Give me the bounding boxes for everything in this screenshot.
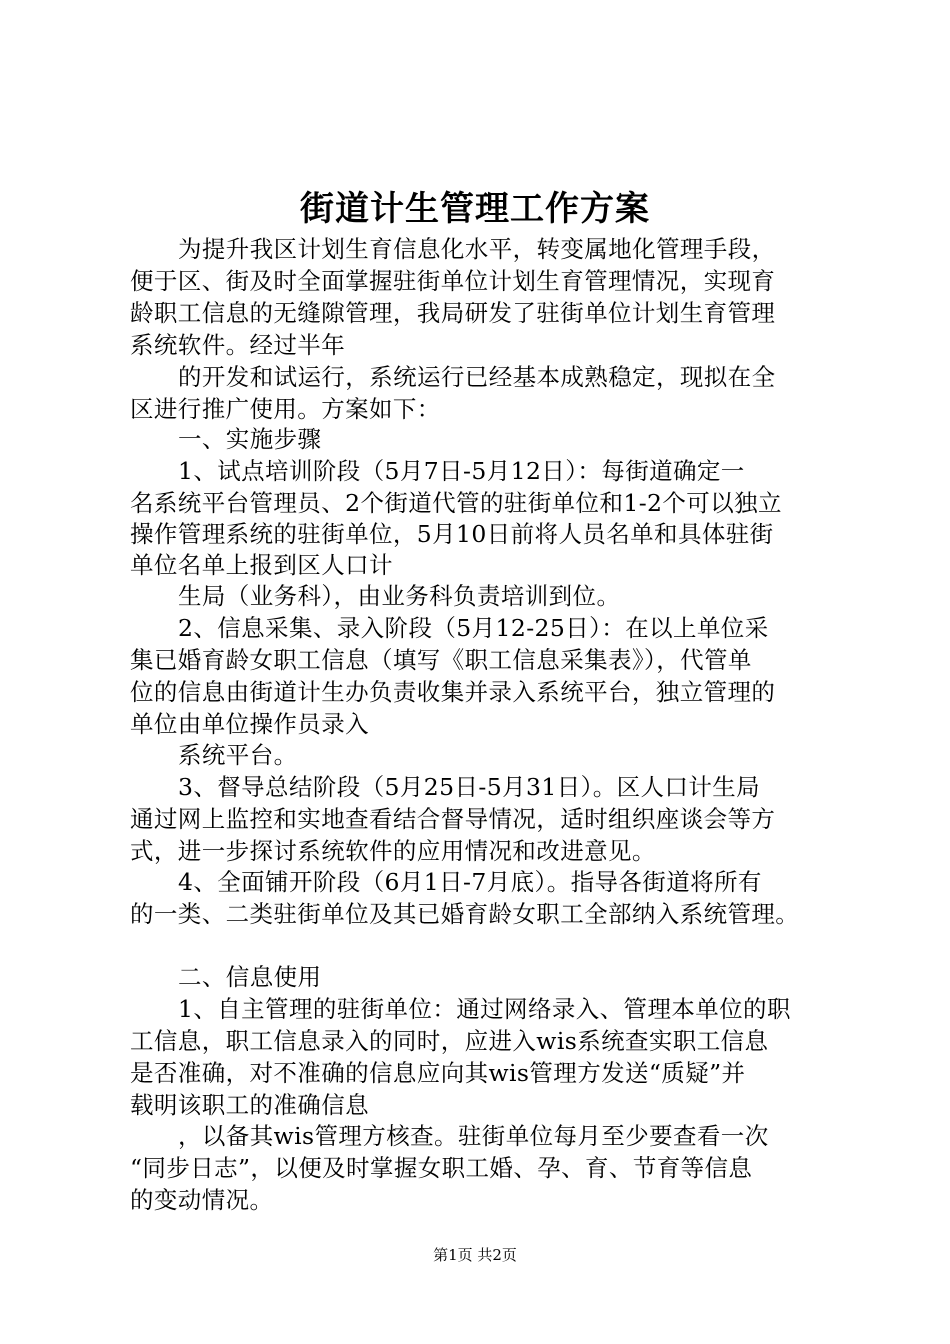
paragraph-line: 通过网上监控和实地查看结合督导情况，适时组织座谈会等方 [130,805,776,833]
paragraph-line: 2、信息采集、录入阶段（5月12-25日）：在以上单位采 [178,614,769,642]
paragraph-line: 生局（业务科），由业务科负责培训到位。 [178,582,621,610]
paragraph-line: 操作管理系统的驻街单位，5月10日前将人员名单和具体驻街 [130,520,774,548]
paragraph-line: 集已婚育龄女职工信息（填写《职工信息采集表》），代管单 [130,646,752,674]
paragraph-line: 便于区、街及时全面掌握驻街单位计划生育管理情况，实现育 [130,267,776,295]
paragraph-line: 区进行推广使用。方案如下： [130,395,441,423]
paragraph-line: 3、督导总结阶段（5月25日-5月31日）。区人口计生局 [178,773,761,801]
paragraph-line: 1、试点培训阶段（5月7日-5月12日）：每街道确定一 [178,457,745,485]
paragraph-line: 是否准确，对不准确的信息应向其wis管理方发送“质疑”并 [130,1059,746,1087]
section-heading: 一、实施步骤 [178,425,322,453]
paragraph-line: 名系统平台管理员、2个街道代管的驻街单位和1-2个可以独立 [130,489,782,517]
paragraph-line: 4、全面铺开阶段（6月1日-7月底）。指导各街道将所有 [178,868,762,896]
paragraph-line: 系统软件。经过半年 [130,331,346,359]
paragraph-line: 位的信息由街道计生办负责收集并录入系统平台，独立管理的 [130,678,776,706]
paragraph-line: 系统平台。 [178,741,298,769]
document-title: 街道计生管理工作方案 [300,189,650,229]
paragraph-line: 单位名单上报到区人口计 [130,551,393,579]
paragraph-line: 的开发和试运行，系统运行已经基本成熟稳定，现拟在全 [178,363,776,391]
paragraph-line: 载明该职工的准确信息 [130,1091,369,1119]
paragraph-line: 为提升我区计划生育信息化水平，转变属地化管理手段， [178,235,776,263]
paragraph-line: 的一类、二类驻街单位及其已婚育龄女职工全部纳入系统管理。 [130,900,800,928]
section-heading: 二、信息使用 [178,963,322,991]
paragraph-line: 1、自主管理的驻街单位：通过网络录入、管理本单位的职 [178,995,791,1023]
paragraph-line: 的变动情况。 [130,1186,274,1214]
paragraph-line: ，以备其wis管理方核查。驻街单位每月至少要查看一次 [178,1122,769,1150]
paragraph-line: 单位由单位操作员录入 [130,710,369,738]
paragraph-line: “同步日志”，以便及时掌握女职工婚、孕、育、节育等信息 [130,1154,753,1182]
page-number: 第1页 共2页 [433,1246,517,1264]
paragraph-line: 工信息，职工信息录入的同时，应进入wis系统查实职工信息 [130,1027,769,1055]
paragraph-line: 式，进一步探讨系统软件的应用情况和改进意见。 [130,837,656,865]
paragraph-line: 龄职工信息的无缝隙管理，我局研发了驻街单位计划生育管理 [130,299,776,327]
